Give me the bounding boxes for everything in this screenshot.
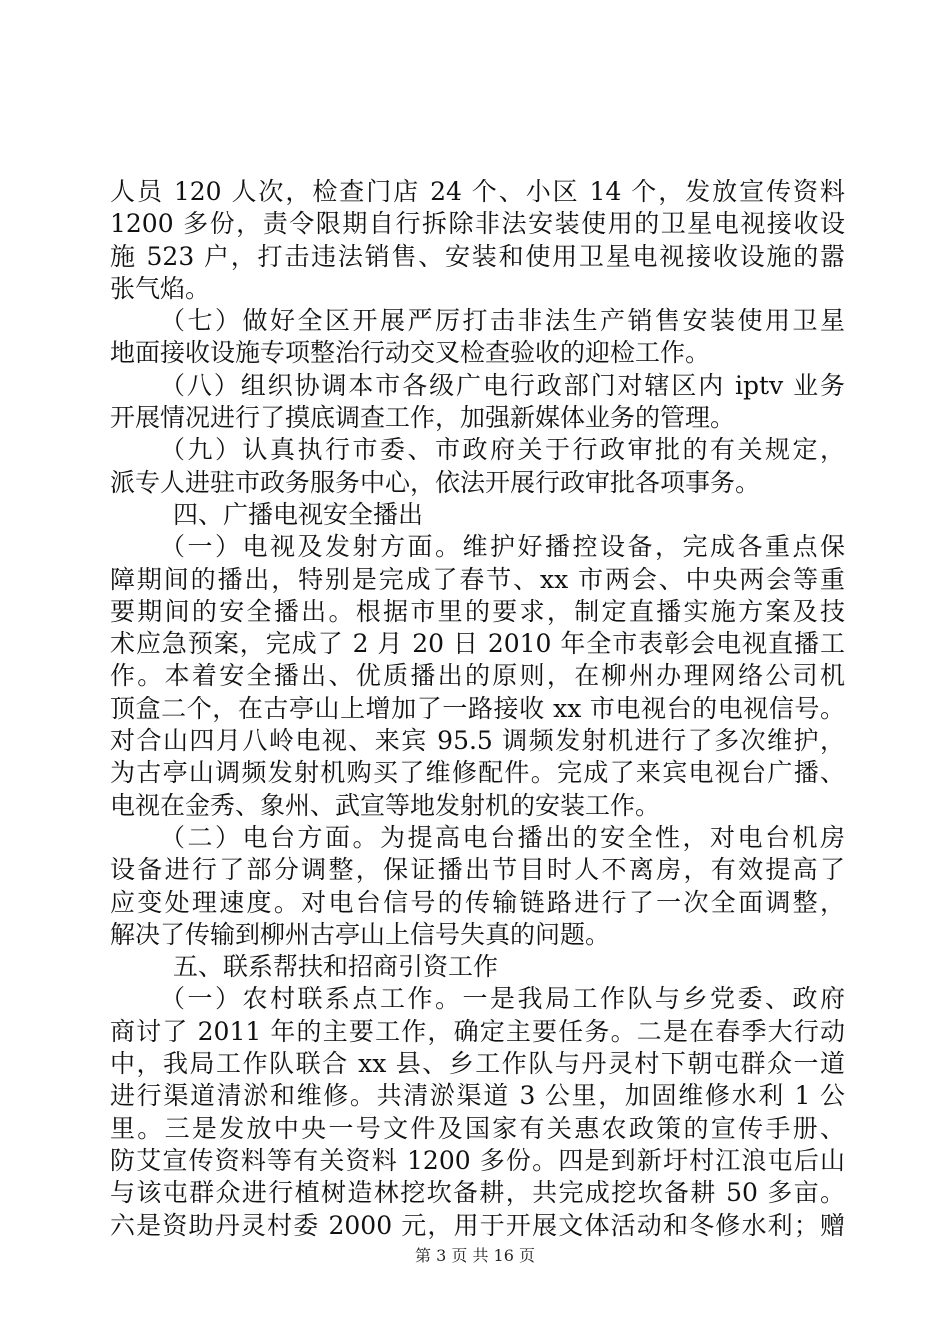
text-line: 商讨了 2011 年的主要工作，确定主要任务。二是在春季大行动 <box>110 1016 845 1046</box>
text-line: 地面接收设施专项整治行动交叉检查验收的迎检工作。 <box>110 338 711 368</box>
text-line: （二）电台方面。为提高电台播出的安全性，对电台机房 <box>160 822 845 852</box>
text-line: 解决了传输到柳州古亭山上信号失真的问题。 <box>110 919 611 949</box>
text-line: 为古亭山调频发射机购买了维修配件。完成了来宾电视台广播、 <box>110 758 845 788</box>
text-line: 人员 120 人次，检查门店 24 个、小区 14 个，发放宣传资料 <box>110 177 845 206</box>
text-line: （八）组织协调本市各级广电行政部门对辖区内 iptv 业务 <box>160 370 845 400</box>
text-line: 作。本着安全播出、优质播出的原则，在柳州办理网络公司机 <box>110 661 845 691</box>
text-line: 开展情况进行了摸底调查工作，加强新媒体业务的管理。 <box>110 403 736 433</box>
text-line: （一）电视及发射方面。维护好播控设备，完成各重点保 <box>160 532 845 562</box>
text-line: （七）做好全区开展严厉打击非法生产销售安装使用卫星 <box>160 306 845 336</box>
text-line: 派专人进驻市政务服务中心，依法开展行政审批各项事务。 <box>110 467 761 497</box>
section-heading: 五、联系帮扶和招商引资工作 <box>173 952 499 982</box>
text-line: 障期间的播出，特别是完成了春节、xx 市两会、中央两会等重 <box>110 564 845 594</box>
text-line: 与该屯群众进行植树造林挖坎备耕，共完成挖坎备耕 50 多亩。 <box>110 1178 845 1208</box>
text-line: 应变处理速度。对电台信号的传输链路进行了一次全面调整， <box>110 887 845 917</box>
text-line: 中，我局工作队联合 xx 县、乡工作队与丹灵村下朝屯群众一道 <box>110 1049 845 1079</box>
text-line: 进行渠道清淤和维修。共清淤渠道 3 公里，加固维修水利 1 公 <box>110 1081 845 1111</box>
text-line: 设备进行了部分调整，保证播出节目时人不离房，有效提高了 <box>110 855 845 885</box>
text-line: 防艾宣传资料等有关资料 1200 多份。四是到新圩村江浪屯后山 <box>110 1145 845 1175</box>
section-heading: 四、广播电视安全播出 <box>173 499 424 529</box>
page-footer: 第 3 页 共 16 页 <box>415 1246 535 1265</box>
body-text <box>110 176 845 1242</box>
text-line: （九）认真执行市委、市政府关于行政审批的有关规定， <box>160 435 845 465</box>
text-line: （一）农村联系点工作。一是我局工作队与乡党委、政府 <box>160 984 845 1014</box>
text-line: 术应急预案，完成了 2 月 20 日 2010 年全市表彰会电视直播工 <box>110 629 845 659</box>
text-line: 六是资助丹灵村委 2000 元，用于开展文体活动和冬修水利；赠 <box>110 1210 845 1240</box>
text-line: 要期间的安全播出。根据市里的要求，制定直播实施方案及技 <box>110 596 845 626</box>
text-line: 电视在金秀、象州、武宣等地发射机的安装工作。 <box>110 790 661 820</box>
text-line: 施 523 户，打击违法销售、安装和使用卫星电视接收设施的嚣 <box>110 241 845 271</box>
text-line: 1200 多份，责令限期自行拆除非法安装使用的卫星电视接收设 <box>110 209 845 239</box>
text-line: 里。三是发放中央一号文件及国家有关惠农政策的宣传手册、 <box>110 1113 845 1143</box>
text-line: 张气焰。 <box>110 273 211 303</box>
text-line: 对合山四月八岭电视、来宾 95.5 调频发射机进行了多次维护， <box>110 726 845 756</box>
text-line: 顶盒二个，在古亭山上增加了一路接收 xx 市电视台的电视信号。 <box>110 693 845 723</box>
